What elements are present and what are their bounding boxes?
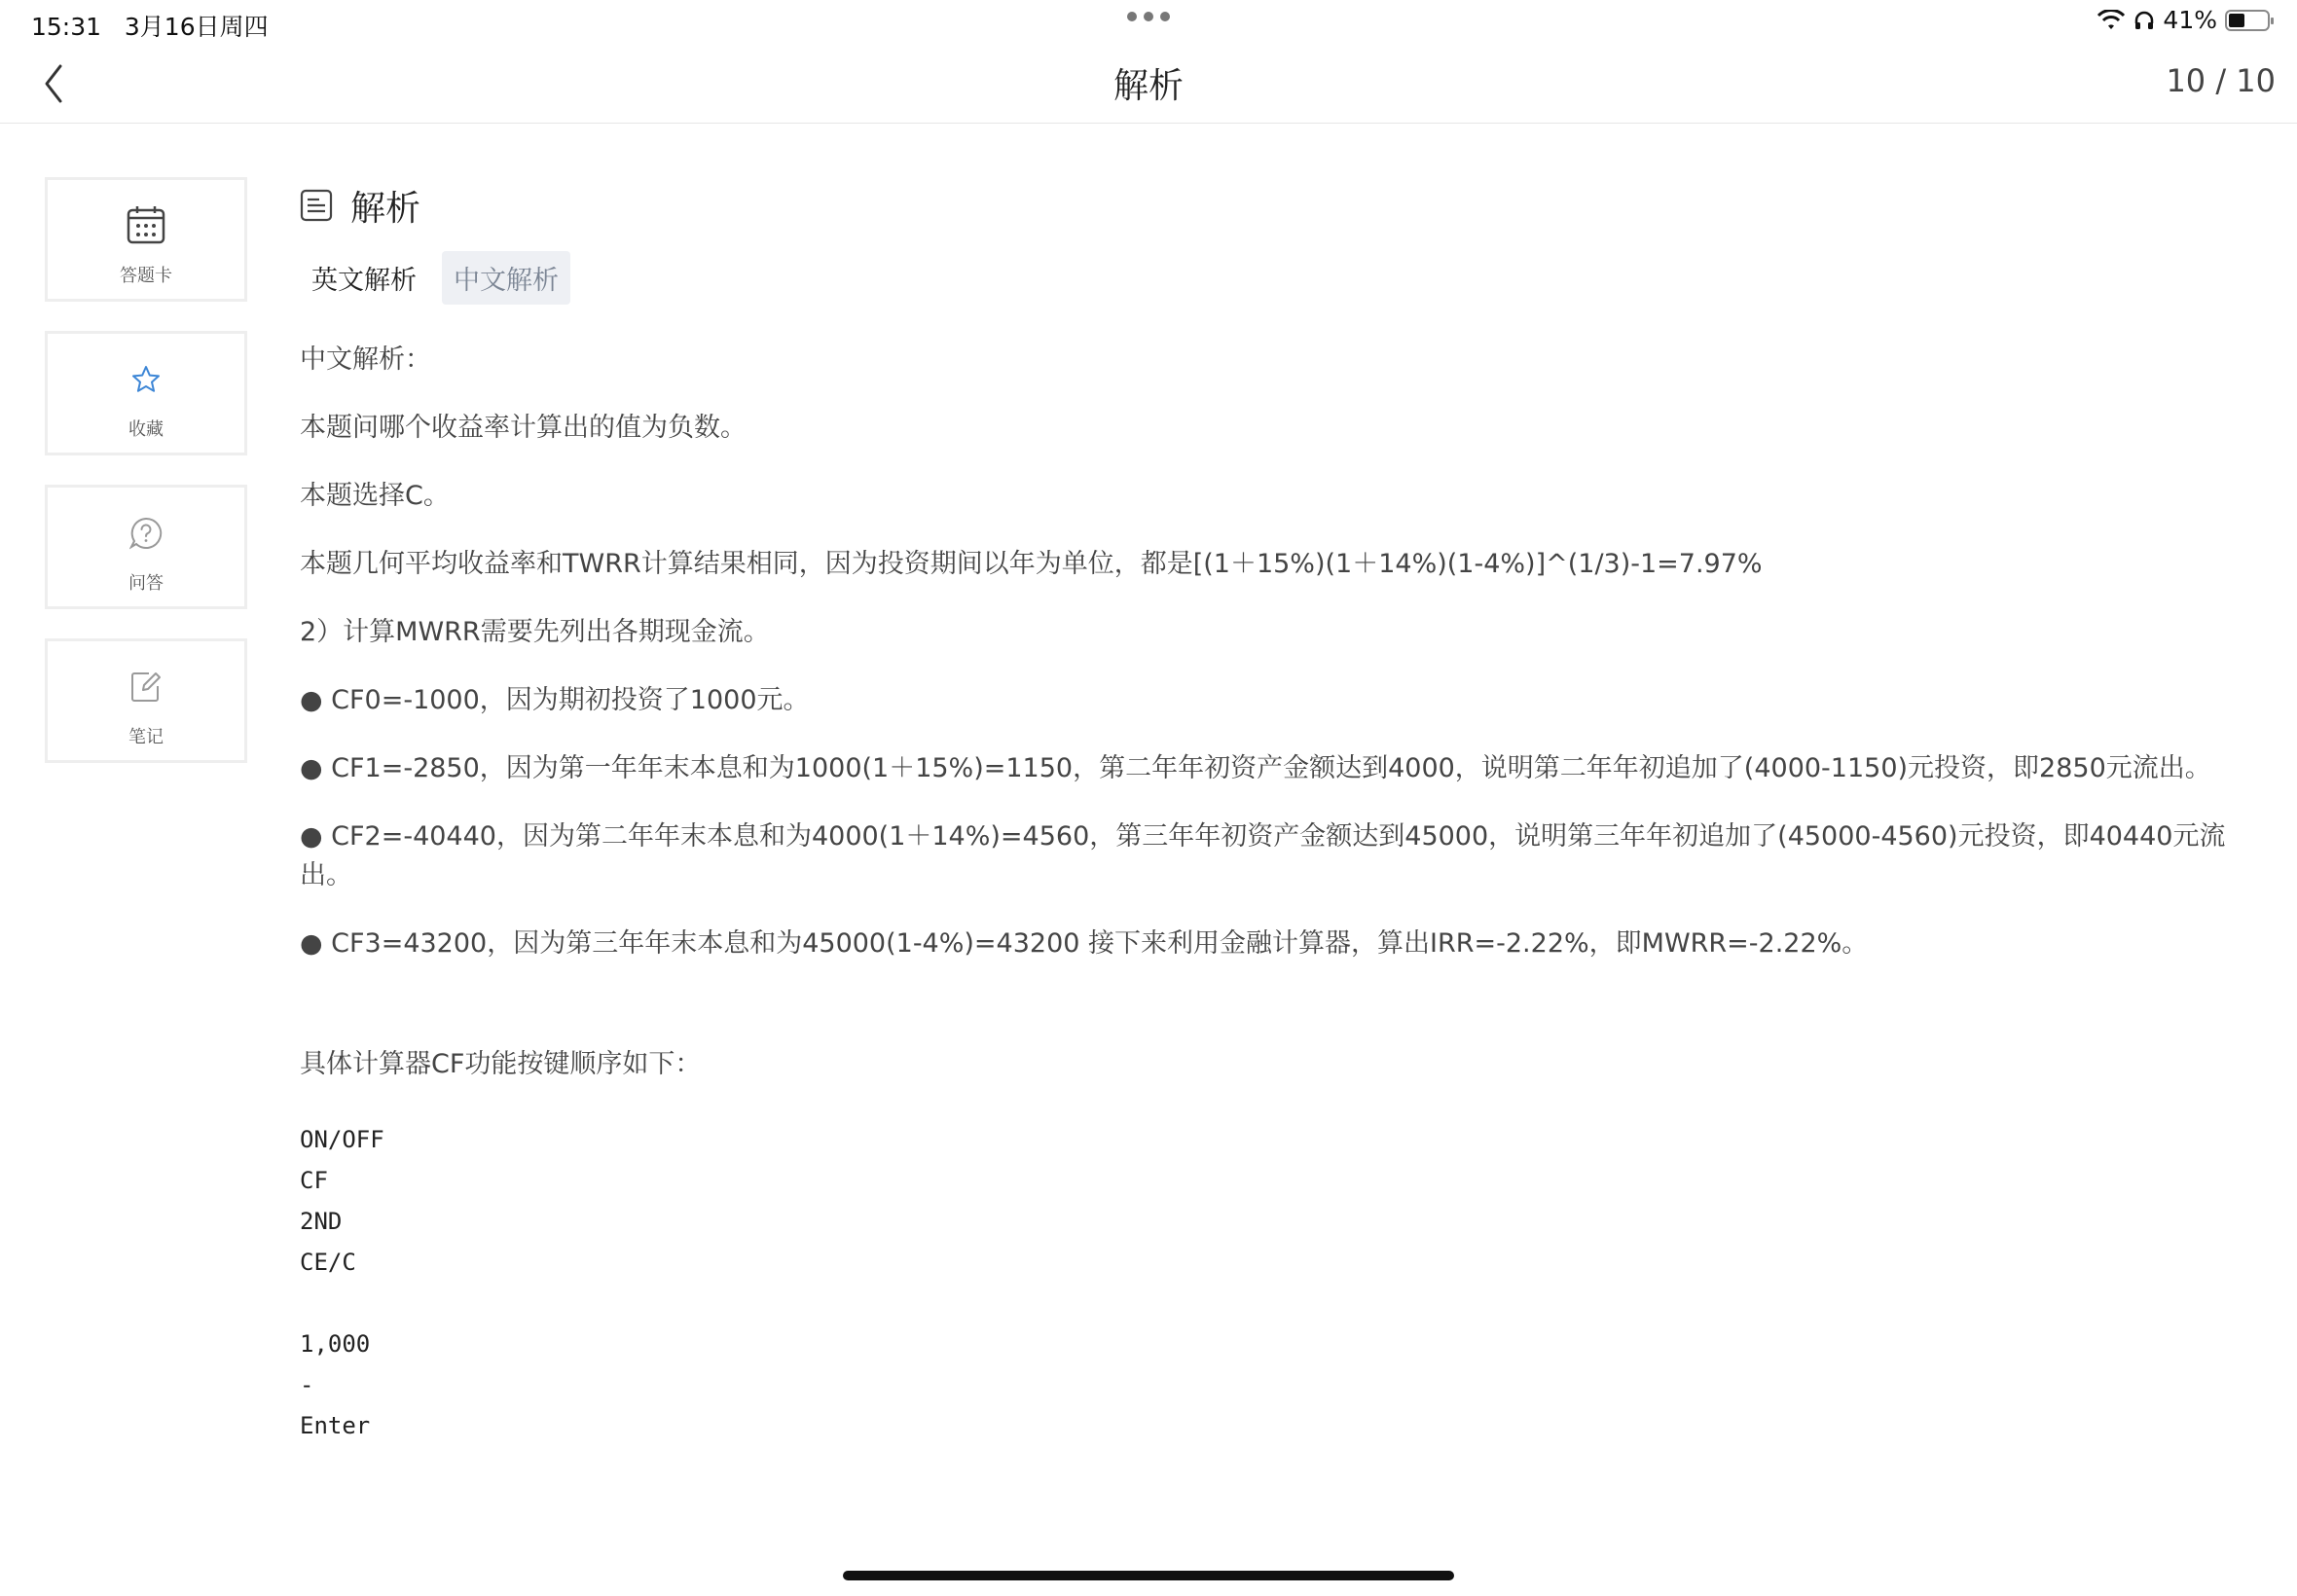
edit-note-icon xyxy=(129,671,163,704)
analysis-body xyxy=(300,341,2237,1446)
key-step: 2ND xyxy=(300,1208,343,1235)
star-icon xyxy=(131,365,161,394)
battery-fill xyxy=(2229,14,2244,27)
tab-chinese-analysis[interactable]: 中文解析 xyxy=(442,251,570,305)
analysis-paragraph: 本题问哪个收益率计算出的值为负数。 xyxy=(300,413,747,443)
wifi-icon xyxy=(2096,10,2126,31)
status-bar xyxy=(0,0,2297,47)
battery-percent: 41% xyxy=(2163,6,2217,34)
key-step: ON/OFF xyxy=(300,1126,384,1153)
favorite-label: 收藏 xyxy=(128,419,164,440)
notes-button[interactable] xyxy=(45,638,247,763)
analysis-section xyxy=(300,175,2237,237)
question-pager: 10 / 10 xyxy=(2166,62,2276,99)
time-text: 15:31 xyxy=(31,13,102,41)
page-title: 解析 xyxy=(1112,66,1184,106)
key-step: CE/C xyxy=(300,1249,356,1276)
key-step: Enter xyxy=(300,1412,371,1439)
calendar-grid-icon xyxy=(127,205,165,244)
answer-card-label: 答题卡 xyxy=(120,266,172,286)
notes-label: 笔记 xyxy=(128,727,164,747)
key-step: CF xyxy=(300,1167,328,1194)
nav-bar xyxy=(0,47,2297,124)
analysis-heading: 中文解析： xyxy=(300,345,431,375)
home-indicator[interactable] xyxy=(843,1571,1454,1580)
key-step: - xyxy=(300,1371,314,1398)
date-text: 3月16日周四 xyxy=(124,13,269,41)
multitask-dots-icon[interactable] xyxy=(1127,12,1170,21)
cashflow-bullet: ● CF3=43200，因为第三年年末本息和为45000(1-4%)=43200 接下来利用金融计算器，算出IRR=-2.22%，即MWRR=-2.22%。 xyxy=(300,928,1869,959)
tab-english-analysis[interactable]: 英文解析 xyxy=(311,266,417,296)
qa-button[interactable] xyxy=(45,485,247,609)
cashflow-bullet: ● CF2=-40440，因为第二年年末本息和为4000(1＋14%)=4560，第三年年初资产金额达到45000，说明第三年年初追加了(45000-4560)元投资，即40440元流出。 xyxy=(300,821,2226,890)
calculator-intro: 具体计算器CF功能按键顺序如下： xyxy=(300,1049,702,1079)
document-icon xyxy=(300,189,333,222)
battery-icon xyxy=(2225,10,2270,31)
status-time xyxy=(31,8,269,43)
headphones-icon xyxy=(2133,10,2155,31)
cashflow-bullet: ● CF0=-1000，因为期初投资了1000元。 xyxy=(300,685,810,715)
analysis-tabs xyxy=(300,251,570,305)
calculator-keys xyxy=(300,1119,2237,1446)
question-bubble-icon xyxy=(129,517,163,550)
analysis-paragraph: 本题几何平均收益率和TWRR计算结果相同，因为投资期间以年为单位，都是[(1＋15%)(1＋14%)(1-4%)]^(1/3)-1=7.97% xyxy=(300,549,1763,579)
answer-card-button[interactable] xyxy=(45,177,247,302)
section-title: 解析 xyxy=(350,189,421,229)
qa-label: 问答 xyxy=(128,573,164,594)
analysis-paragraph: 2）计算MWRR需要先列出各期现金流。 xyxy=(300,617,770,647)
status-right xyxy=(2096,6,2270,34)
favorite-button[interactable] xyxy=(45,331,247,455)
analysis-paragraph: 本题选择C。 xyxy=(300,481,450,511)
key-step: 1,000 xyxy=(300,1330,371,1358)
cashflow-bullet: ● CF1=-2850，因为第一年年末本息和为1000(1＋15%)=1150，第二年年初资产金额达到4000，说明第二年年初追加了(4000-1150)元投资，即2850元流出。 xyxy=(300,753,2211,783)
section-header xyxy=(300,175,2237,237)
